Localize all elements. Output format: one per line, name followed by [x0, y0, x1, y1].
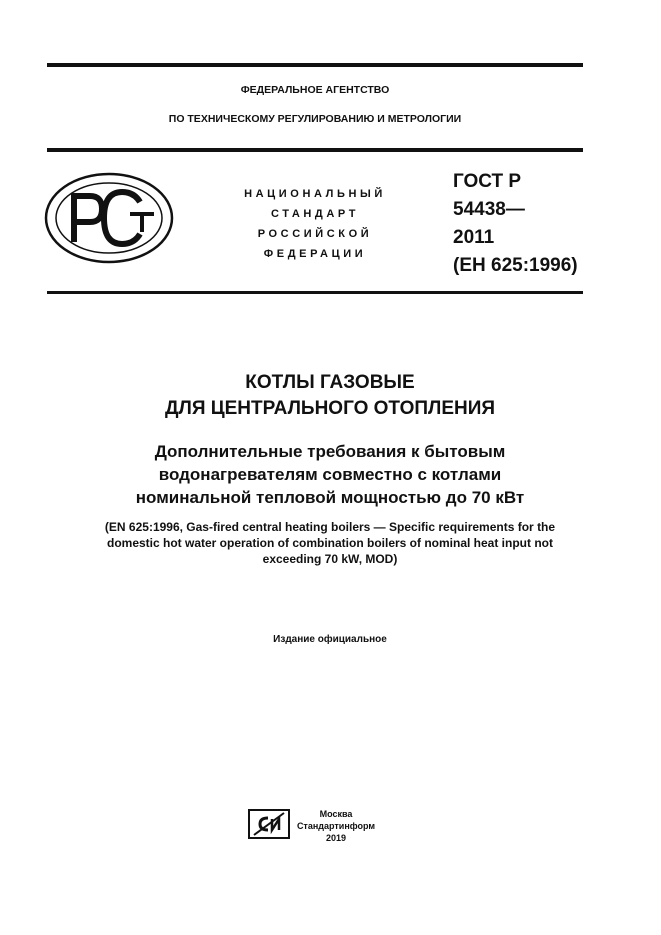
document-subtitle [47, 440, 613, 509]
english-title-line: domestic hot water operation of combination boilers of nominal heat input not [106, 536, 553, 550]
publisher-info [296, 808, 376, 844]
document-title [47, 370, 613, 422]
publisher-city: Москва [319, 809, 353, 819]
standard-type-line: ФЕДЕРАЦИИ [263, 248, 367, 260]
standard-number [453, 168, 578, 280]
standard-number-line: ГОСТ Р [453, 171, 522, 192]
standartinform-logo-icon [248, 809, 290, 839]
publisher-year: 2019 [325, 833, 347, 843]
standard-type [210, 184, 420, 264]
publisher-name: Стандартинформ [296, 821, 376, 831]
title-line: ДЛЯ ЦЕНТРАЛЬНОГО ОТОПЛЕНИЯ [164, 398, 496, 419]
english-title-line: exceeding 70 kW, MOD) [262, 552, 398, 566]
title-line: КОТЛЫ ГАЗОВЫЕ [245, 372, 415, 393]
english-title [47, 519, 613, 567]
standard-number-line: 2011 [453, 227, 495, 248]
standard-type-line: РОССИЙСКОЙ [257, 228, 373, 240]
title-block-rule [47, 291, 583, 294]
agency-line-1: ФЕДЕРАЛЬНОЕ АГЕНТСТВО [240, 84, 390, 96]
subtitle-line: номинальной тепловой мощностью до 70 кВт [135, 488, 525, 507]
subtitle-line: водонагревателям совместно с котлами [158, 465, 502, 484]
edition-label: Издание официальное [273, 634, 387, 645]
standard-type-line: СТАНДАРТ [270, 208, 360, 220]
header-rule [47, 148, 583, 152]
top-rule [47, 63, 583, 67]
standard-number-line: (ЕН 625:1996) [453, 255, 578, 276]
rst-emblem-icon [44, 172, 174, 264]
english-title-line: (EN 625:1996, Gas-fired central heating boilers — Specific requirements for the [104, 520, 556, 534]
standard-number-line: 54438— [453, 199, 525, 220]
subtitle-line: Дополнительные требования к бытовым [154, 442, 506, 461]
standard-type-line: НАЦИОНАЛЬНЫЙ [244, 188, 386, 200]
agency-line-2: ПО ТЕХНИЧЕСКОМУ РЕГУЛИРОВАНИЮ И МЕТРОЛОГИИ [168, 113, 462, 125]
